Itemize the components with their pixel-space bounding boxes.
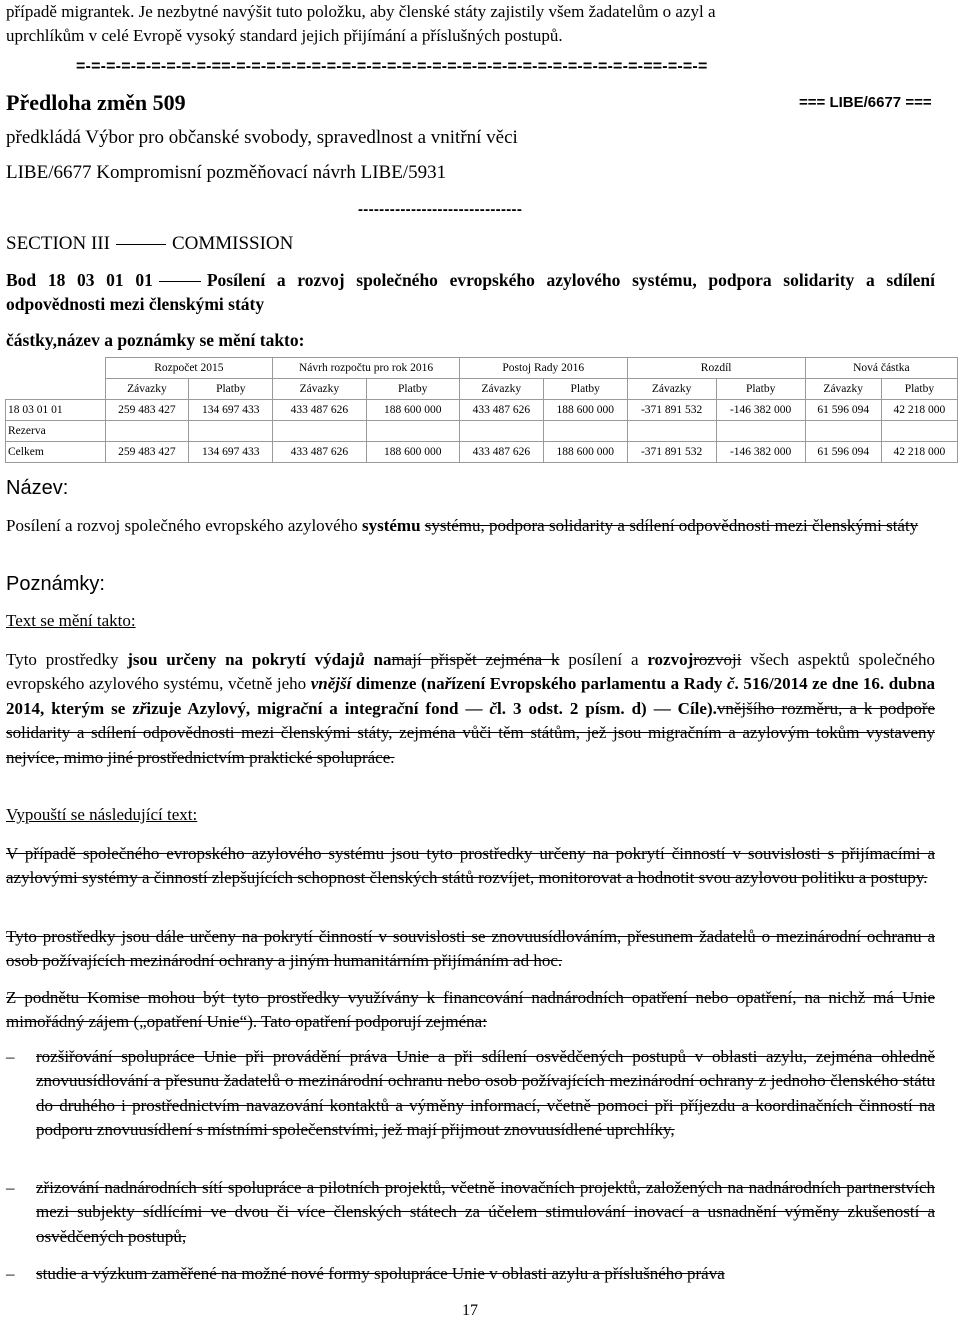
table-corner [6, 379, 106, 400]
table-cell [543, 421, 627, 442]
table-cell: 433 487 626 [459, 442, 543, 463]
item-heading [6, 268, 935, 317]
section-name: COMMISSION [171, 233, 294, 254]
table-cell: 42 218 000 [881, 400, 957, 421]
table-sub-header: Platby [543, 379, 627, 400]
table-sub-header: Závazky [805, 379, 881, 400]
bullet-dash: – [6, 1178, 15, 1197]
table-cell: -371 891 532 [627, 400, 716, 421]
table-cell: 188 600 000 [543, 442, 627, 463]
p1-ins: č [489, 698, 498, 718]
table-cell: 134 697 433 [189, 442, 273, 463]
bullet-dash: – [6, 1264, 15, 1283]
submitter-line: předkládá Výbor pro občanské svobody, spravedlnost a vnitřní věci [6, 127, 518, 148]
section-number: SECTION III [6, 233, 110, 254]
p1-text: Tyto prostředky [6, 650, 119, 669]
table-cell [105, 421, 189, 442]
table-cell [805, 421, 881, 442]
separator-line: =-=-=-=-=-=-=-=-=-==-=-=-=-=-=-=-=-=-=-=-=-=-=-=-=-=-=-=-=-=-=-=-=-=-=-=-=-==-=-=-= [76, 58, 708, 75]
table-cell: 259 483 427 [105, 400, 189, 421]
omit-paragraph-3: Z podnětu Komise mohou být tyto prostředky využívány k financování nadnárodních opatření nebo opatření, na nichž má Unie mimořádný zájem („opatření Unie“). Tato opatření podporují zejména: [6, 988, 935, 1032]
name-inserted: systému [361, 516, 421, 535]
em-dash [116, 244, 166, 245]
p1-ins: ní fond [404, 698, 459, 718]
name-heading: Název: [6, 477, 69, 499]
row-label: 18 03 01 01 [6, 400, 106, 421]
p1-ins: — [653, 698, 671, 718]
p1-ins: ízení Evropského parlamentu a Rady [451, 674, 723, 694]
table-cell: 188 600 000 [366, 442, 459, 463]
list-item-text: rozšiřování spolupráce Unie při provádění práva Unie a při sdílení osvědčených postupů v oblasti azylu, zejména ohledně znovuusídlování a přesunu žadatelů o mezinárodní ochranu nebo osob požívajících mezinárodní ochrany z jednoho členského státu do druhého i prostřednictvím navazování kontaktů a výměny informací, včetně pomoci při příjezdu a koordinačních činností na podporu znovuusídlení s místními společenstvími, jež mají přijmout znovuusídlené uprchlíky, [36, 1047, 935, 1140]
table-sub-header: Závazky [273, 379, 366, 400]
p1-ins: Cíle). [677, 698, 717, 718]
table-sub-header: Závazky [105, 379, 189, 400]
name-text [6, 514, 935, 538]
p1-ins: na [373, 650, 392, 669]
table-cell [366, 421, 459, 442]
p1-ins: ř [444, 674, 452, 694]
dash-line: ------------------------------- [358, 201, 523, 218]
table-cell [189, 421, 273, 442]
table-sub-header: Platby [716, 379, 805, 400]
table-group-header: Rozpočet 2015 [105, 358, 273, 379]
table-sub-header: Platby [366, 379, 459, 400]
amendment-title: Předloha změn 509 [6, 90, 186, 115]
p1-del: rozvoji [693, 650, 742, 669]
table-cell: 433 487 626 [459, 400, 543, 421]
table-sub-header: Závazky [459, 379, 543, 400]
notes-paragraph-1 [6, 648, 935, 770]
table-cell: 433 487 626 [273, 400, 366, 421]
omit-label: Vypouští se následující text: [6, 805, 198, 824]
table-cell [459, 421, 543, 442]
list-item-text: zřizování nadnárodních sítí spolupráce a pilotních projektů, včetně inovačních projektů, založených na nadnárodních partnerstvích mezi subjekty sídlícími ve dvou či více členských státech za účelem stimulování inovací a usnadnění výměny zkušeností a osvědčených postupů, [36, 1178, 935, 1246]
p1-ins: . 516/2014 ze dne 16. dubna 2014, kterým se z [6, 674, 936, 718]
table-cell: 61 596 094 [805, 442, 881, 463]
table-cell: -371 891 532 [627, 442, 716, 463]
p1-ins: ní a integra [308, 698, 397, 718]
row-label: Rezerva [6, 421, 106, 442]
table-cell: 134 697 433 [189, 400, 273, 421]
list-item-text: studie a výzkum zaměřené na možné nové formy spolupráce Unie v oblasti azylu a příslušného práva [36, 1264, 725, 1283]
p1-ins: vnější [310, 674, 352, 694]
p1-ins: č [396, 698, 405, 718]
table-cell: 188 600 000 [543, 400, 627, 421]
table-cell [627, 421, 716, 442]
table-cell: 188 600 000 [366, 400, 459, 421]
table-corner [6, 358, 106, 379]
p1-ins: izuje Azylový, migra [146, 698, 301, 718]
table-cell: -146 382 000 [716, 400, 805, 421]
change-label: Text se mění takto: [6, 611, 136, 630]
page-number: 17 [462, 1302, 478, 1319]
amendment-code: === LIBE/6677 === [799, 94, 932, 111]
p1-ins: ř [139, 698, 147, 718]
p1-ins: č [727, 674, 735, 694]
em-dash [159, 281, 201, 282]
notes-heading: Poznámky: [6, 573, 105, 595]
table-cell: -146 382 000 [716, 442, 805, 463]
budget-table [5, 357, 958, 463]
table-group-header: Rozdíl [627, 358, 805, 379]
table-group-header: Návrh rozpočtu pro rok 2016 [273, 358, 460, 379]
table-sub-header-row [6, 379, 958, 400]
name-deleted: systému, podpora solidarity a sdílení odpovědnosti mezi členskými státy [424, 516, 919, 535]
table-group-header-row [6, 358, 958, 379]
p1-text: posílení a [568, 650, 639, 669]
item-code: Bod 18 03 01 01 [6, 270, 153, 290]
omit-paragraph-1: V případě společného evropského azylového systému jsou tyto prostředky určeny na pokrytí činností v souvislosti s přijímacími a azylovými systémy a činností zlepšujících schopnost členských států rozvíjet, monitorovat a hodnotit svou azylovou politiku a postupy. [6, 844, 935, 888]
p1-ins: dimenze (na [355, 674, 445, 694]
omit-paragraph-2: Tyto prostředky jsou dále určeny na pokrytí činností v souvislosti se znovuusídlováním, přesunem žadatelů o mezinárodní ochranu a osob požívajících mezinárodní ochrany a jiným humanitárním přijímáním ad hoc. [6, 927, 935, 971]
table-sub-header: Platby [881, 379, 957, 400]
p1-text: všech aspektů společného evropského azylového systému, včetně jeho [6, 650, 935, 694]
p1-del: vnějšího rozměru, a k podpoře solidarity a sdílení odpovědnosti mezi členskými státy, zejména vůči těm státům, jež jsou migračním a azylovým tokům vystaveny nejvíce, mimo jiné prostřednictvím praktické spolupráce. [6, 698, 936, 767]
table-cell [716, 421, 805, 442]
table-group-header: Nová částka [805, 358, 957, 379]
table-cell: 61 596 094 [805, 400, 881, 421]
p1-ins: ů [355, 650, 365, 669]
p1-ins: — [465, 698, 483, 718]
intro-line-2: uprchlíkům v celé Evropě vysoký standard jejich přijímání a příslušných postupů. [6, 26, 563, 45]
p1-ins: l. 3 odst. 2 písm. d) [497, 698, 647, 718]
compromise-line: LIBE/6677 Kompromisní pozměňovací návrh LIBE/5931 [6, 162, 447, 183]
p1-ins: jsou určeny na pokrytí výdaj [127, 650, 356, 669]
p1-ins: rozvoj [647, 650, 694, 669]
table-row [6, 442, 958, 463]
table-cell: 433 487 626 [273, 442, 366, 463]
p1-del: mají přispět zejména k [391, 650, 560, 669]
name-kept: Posílení a rozvoj společného evropského azylového [6, 516, 358, 535]
row-label: Celkem [6, 442, 106, 463]
item-title: Posílení a rozvoj společného evropského azylového systému, podpora solidarity a sdílení odpovědnosti mezi členskými státy [6, 270, 935, 315]
change-note: částky,název a poznámky se mění takto: [6, 330, 305, 350]
p1-ins: č [300, 698, 309, 718]
table-sub-header: Závazky [627, 379, 716, 400]
table-row [6, 421, 958, 442]
bullet-dash: – [6, 1047, 15, 1066]
table-cell: 259 483 427 [105, 442, 189, 463]
intro-line-1: případě migrantek. Je nezbytné navýšit tuto položku, aby členské státy zajistily všem žadatelům o azyl a [6, 2, 716, 21]
section-heading [6, 233, 293, 255]
table-group-header: Postoj Rady 2016 [459, 358, 627, 379]
table-cell: 42 218 000 [881, 442, 957, 463]
table-row [6, 400, 958, 421]
table-cell [273, 421, 366, 442]
table-sub-header: Platby [189, 379, 273, 400]
table-cell [881, 421, 957, 442]
